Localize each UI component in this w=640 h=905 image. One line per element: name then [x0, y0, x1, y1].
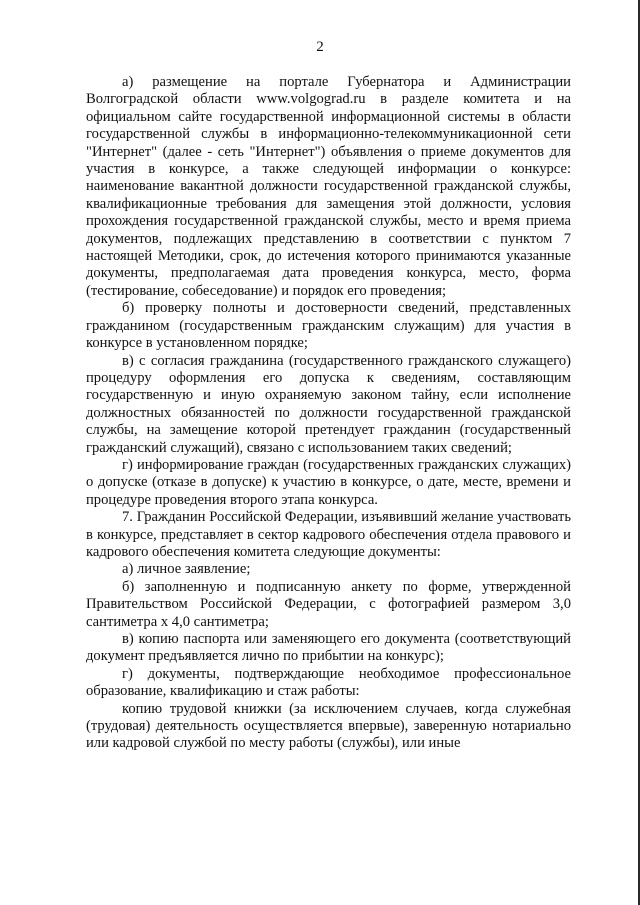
paragraph-6v: в) с согласия гражданина (государственного гражданского служащего) процедуру оформления его допуска к сведениям, составляющим государственную и иную охраняемую законом тайну, если исполнение должностных обязанностей по должности государственной гражданской службы, на замещение которой претендует гражданин (государственный гражданский служащий), связано с использованием таких сведений; — [86, 352, 571, 456]
paragraph-7g: г) документы, подтверждающие необходимое профессиональное образование, квалификацию и стаж работы: — [86, 665, 571, 700]
paragraph-7v: в) копию паспорта или заменяющего его документа (соответствующий документ предъявляется лично по прибытии на конкурс); — [86, 631, 571, 665]
paragraph-6g: г) информирование граждан (государственных гражданских служащих) о допуске (отказе в допуске) к участию в конкурсе, о дате, месте, времени и процедуре проведения второго этапа конкурса. — [86, 456, 571, 508]
paragraph-7a: а) личное заявление; — [122, 561, 251, 578]
paragraph-6b: б) проверку полноты и достоверности сведений, представленных гражданином (государственным гражданским служащим) для участия в конкурсе в установленном порядке; — [86, 300, 571, 352]
paragraph-7g-continued: копию трудовой книжки (за исключением случаев, когда служебная (трудовая) деятельность осуществляется впервые), заверенную нотариально или кадровой службой по месту работы (службы), или иные — [86, 700, 571, 752]
paragraph-6a: а) размещение на портале Губернатора и Администрации Волгоградской области www.volgograd.ru в разделе комитета и на официальном сайте государственной информационной системы в области государственной службы в информационно-телекоммуникационной сети "Интернет" (далее - сеть "Интернет") объявления о приеме документов для участия в конкурсе, а также следующей информации о конкурсе: наименование вакантной должности государственной гражданской службы, квалификационные требования для замещения этой должности, условия прохождения государственной гражданской службы, место и время приема документов, подлежащих представлению в соответствии с пунктом 7 настоящей Методики, срок, до истечения которого принимаются указанные документы, предполагаемая дата проведения конкурса, место, форма (тестирование, собеседование) и порядок его проведения; — [86, 74, 571, 299]
paragraph-7b: б) заполненную и подписанную анкету по форме, утвержденной Правительством Российской Федерации, с фотографией размером 3,0 сантиметра x 4,0 сантиметра; — [86, 578, 571, 630]
paragraph-7: 7. Гражданин Российской Федерации, изъявивший желание участвовать в конкурсе, представляет в сектор кадрового обеспечения отдела правового и кадрового обеспечения комитета следующие документы: — [86, 509, 571, 560]
page-number: 2 — [316, 39, 324, 55]
document-body — [86, 74, 571, 753]
